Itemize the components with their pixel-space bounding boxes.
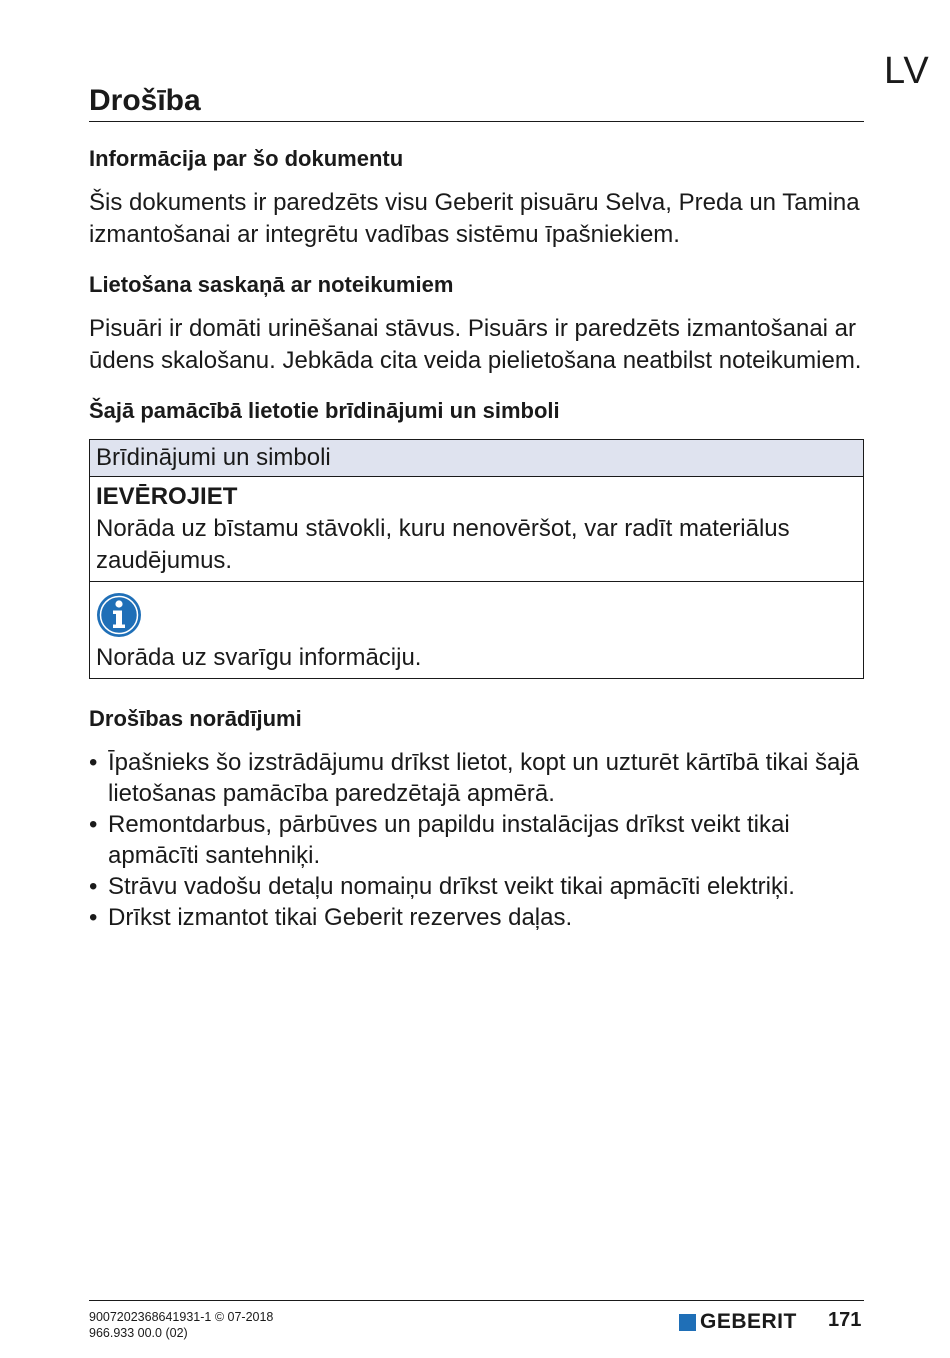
notice-row [90,477,863,581]
section-heading-warnings-symbols: Šajā pamācībā lietotie brīdinājumi un simboli [89,398,560,423]
title-divider [89,121,864,122]
list-item: • Remontdarbus, pārbūves un papildu instalācijas drīkst veikt tikai apmācīti santehniķi. [89,809,864,871]
footer-doc-info [89,1309,273,1341]
notice-title: IEVĒROJIET [96,483,238,510]
brand-logo [679,1310,797,1334]
language-code: LV [884,50,930,92]
page-title: Drošība [89,84,201,117]
section-heading-safety: Drošības norādījumi [89,706,302,731]
list-item: • Drīkst izmantot tikai Geberit rezerves daļas. [89,902,864,933]
safety-list [89,747,864,933]
info-icon [96,592,142,638]
notice-text: Norāda uz bīstamu stāvokli, kuru nenovēršot, var radīt materiālus zaudējumus. [96,515,790,574]
section-text-intended-use: Pisuāri ir domāti urinēšanai stāvus. Pisuārs ir paredzēts izmantošanai ar ūdens skalošanu. Jebkāda cita veida pielietošana neatbilst noteikumiem. [89,315,862,374]
info-text: Norāda uz svarīgu informāciju. [96,644,422,671]
brand-square-icon [679,1314,696,1331]
page-content [89,143,864,933]
list-item: • Īpašnieks šo izstrādājumu drīkst lietot, kopt un uzturēt kārtībā tikai šajā lietošanas pamācība paredzētajā apmērā. [89,747,864,809]
brand-name: GEBERIT [700,1310,797,1333]
page-number: 171 [828,1309,862,1331]
info-row [90,581,863,678]
warnings-symbols-table [89,439,864,679]
footer-doc-number: 966.933 00.0 (02) [89,1326,188,1340]
section-heading-document-info: Informācija par šo dokumentu [89,146,404,171]
footer-doc-id: 9007202368641931-1 © 07-2018 [89,1310,274,1324]
section-text-document-info: Šis dokuments ir paredzēts visu Geberit pisuāru Selva, Preda un Tamina izmantošanai ar integrētu vadības sistēmu īpašniekiem. [89,189,860,248]
table-header: Brīdinājumi un simboli [90,440,863,477]
section-heading-intended-use: Lietošana saskaņā ar noteikumiem [89,272,454,297]
footer-divider [89,1300,864,1301]
list-item: • Strāvu vadošu detaļu nomaiņu drīkst veikt tikai apmācīti elektriķi. [89,871,864,902]
